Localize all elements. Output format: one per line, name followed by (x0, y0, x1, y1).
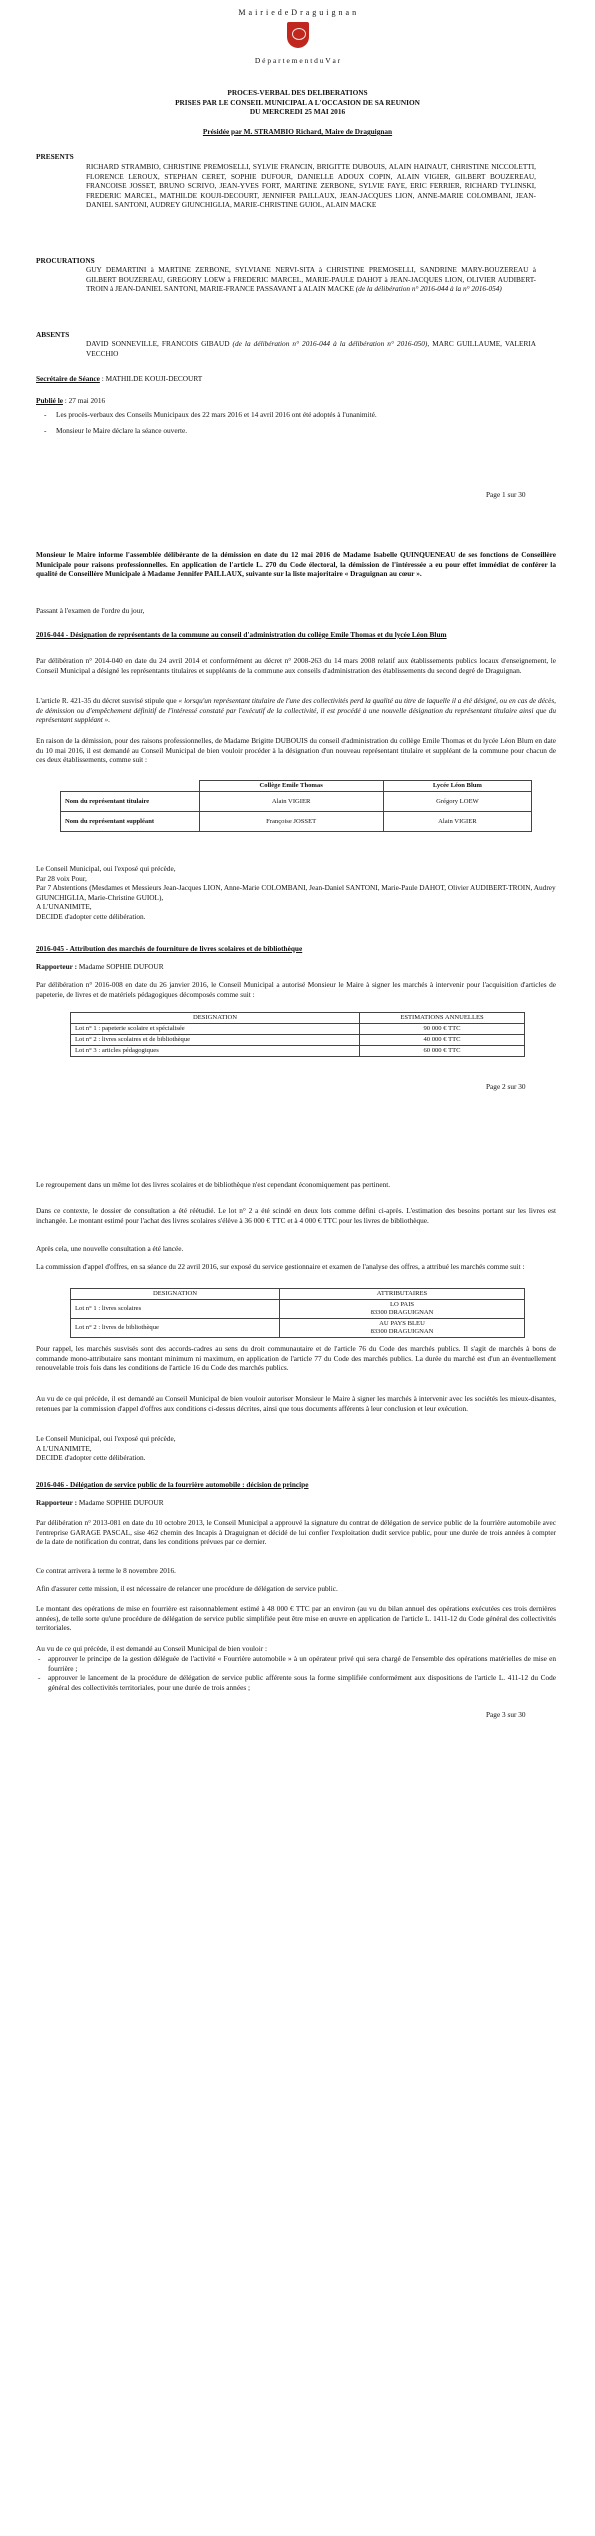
presents-label: PRESENTS (36, 152, 74, 161)
rapporteur-label: Rapporteur : (36, 1498, 78, 1507)
vote-line: Par 28 voix Pour, (36, 873, 87, 883)
demission-paragraph: Monsieur le Maire informe l'assemblée délibérante de la démission en date du 12 mai 2016 de Madame Isabelle QUINQUENEAU de ses fonctions de Conseillère Municipale pour raisons professionnelles. En application de l'article L. 270 du Code électoral, la démission de l'intéressée a eu pour effet immédiat de conférer la qualité de Conseillère Municipale à Madame Jennifer PAILLAUX, suivante sur la liste majoritaire « Draguignan au cœur ». (36, 550, 556, 579)
table-cell: 90 000 € TTC (360, 1024, 525, 1035)
d045-paragraph-7: Au vu de ce qui précède, il est demandé au Conseil Municipal de bien vouloir autoriser Monsieur le Maire à signer les marchés à intervenir avec les sociétés les mieux-disantes, retenues par la commission d'appel d'offres aux conditions ci-dessus décrites, ainsi que tous documents afférents à leur conclusion et leur exécution. (36, 1394, 556, 1413)
absents-label: ABSENTS (36, 330, 70, 339)
table-row (71, 1046, 525, 1057)
d046-list (36, 1654, 556, 1692)
d044-paragraph-2 (36, 696, 556, 725)
d044-quote: « lorsqu'un représentant titulaire de l'une des collectivités perd la qualité au titre de laquelle il a été désigné, ou en cas de décès, de démission ou d'empêchement définitif de l'intéressé constaté par l'exécutif de la collectivité, il est procédé à une nouvelle désignation du représentant titulaire ainsi que du représentant suppléant ». (36, 696, 556, 725)
d045-rapporteur (36, 962, 164, 972)
list-item: - approuver le lancement de la procédure de délégation de service public afférente sous la forme simplifiée conformément aux dispositions de l'article L. 411-12 du Code général des collectivités territoriales, pour une durée de trois années ; (36, 1673, 556, 1692)
d046-rapporteur (36, 1498, 164, 1508)
attributaire-name: AU PAYS BLEU (379, 1320, 425, 1327)
title-line-3: DU MERCREDI 25 MAI 2016 (249, 107, 346, 117)
vote-line: Le Conseil Municipal, oui l'exposé qui précède, (36, 864, 176, 873)
rapporteur-name: Madame SOPHIE DUFOUR (77, 1498, 164, 1507)
procurations-note: (de la délibération n° 2016-044 à la n° 2016-054) (355, 284, 502, 294)
table-cell: Nom du représentant suppléant (61, 812, 200, 832)
departement-header: D é p a r t e m e n t d u V a r (254, 56, 341, 65)
absents-text-b: MARC GUILLAUME, VALERIA VECCHIO (86, 339, 537, 358)
d045-paragraph-6: Pour rappel, les marchés susvisés sont des accords-cadres au sens du droit communautaire et de l'article 76 du Code des marchés publics. Il s'agit de marchés à bons de commande mono-attributaire sans montant minimum ni maximum, en application de l'article 77 du Code des marchés publics. La durée du marché est d'un an éventuellement renouvelable trois fois dans les conditions de l'article 16 du Code des marchés publics. (36, 1344, 556, 1373)
d045-paragraph-3: Dans ce contexte, le dossier de consultation a été réétudié. Le lot n° 2 a été scindé en deux lots comme défini ci-après. L'estimation des besoins portant sur les livres est inchangée. Le montant estimé pour l'achat des livres scolaires s'élève à 36 000 € TTC et à 4 000 € TTC pour les livres de bibliothèque. (36, 1206, 556, 1225)
deliberation-045-heading: 2016-045 - Attribution des marchés de fourniture de livres scolaires et de bibliothèque (36, 944, 303, 953)
vote-line: Le Conseil Municipal, oui l'exposé qui précède, (36, 1434, 176, 1443)
attributaire-city: 83300 DRAGUIGNAN (370, 1309, 434, 1316)
table-row (71, 1300, 525, 1319)
vote-line: DECIDE d'adopter cette délibération. (36, 1453, 146, 1463)
table-header: Lycée Léon Blum (383, 781, 531, 792)
mairie-header: M a i r i e d e D r a g u i g n a n (238, 8, 357, 17)
table-header: ATTRIBUTAIRES (280, 1289, 525, 1300)
table-header: DESIGNATION (71, 1289, 280, 1300)
secretaire-label: Secrétaire de Séance (36, 374, 100, 383)
absents-text-a: DAVID SONNEVILLE, FRANCOIS GIBAUD (86, 339, 230, 348)
intro-list (36, 410, 416, 441)
page-number: Page 1 sur 30 (486, 490, 526, 499)
vote-line: A L'UNANIMITE, (36, 902, 92, 912)
page-number: Page 3 sur 30 (486, 1710, 526, 1719)
table-cell (280, 1319, 525, 1338)
table-cell: Lot n° 2 : livres de bibliothèque (71, 1319, 280, 1338)
draguignan-crest-icon (287, 22, 309, 48)
publie-label: Publié le (36, 396, 63, 405)
d045-paragraph-1: Par délibération n° 2016-008 en date du 26 janvier 2016, le Conseil Municipal a autorisé Monsieur le Maire à signer les marchés à intervenir pour l'acquisition d'articles de papeterie, de livres et de matériels pédagogiques décomposés comme suit : (36, 980, 556, 999)
rapporteur-label: Rapporteur : (36, 962, 78, 971)
d045-paragraph-2: Le regroupement dans un même lot des livres scolaires et de bibliothèque n'est cependant économiquement pas pertinent. (36, 1180, 391, 1189)
d044-vote (36, 864, 556, 922)
table-cell: Lot n° 3 : articles pédagogiques (71, 1046, 360, 1057)
d046-paragraph-1: Par délibération n° 2013-081 en date du 10 octobre 2013, le Conseil Municipal a approuvé la signature du contrat de délégation de service public de la fourrière automobile avec l'entreprise GARAGE PASCAL, sise 462 chemin des Incapis à Draguignan et décidé de lui confier l'exploitation dudit service public, pour une durée de trois années à compter de la date de notification du contrat, dans les conditions prévues par ce dernier. (36, 1518, 556, 1547)
absents-note: (de la délibération n° 2016-044 à la délibération n° 2016-050), (232, 339, 430, 348)
secretaire-value: : MATHILDE KOUJI-DECOURT (99, 374, 203, 383)
table-cell: Françoise JOSSET (199, 812, 383, 832)
table-header: ESTIMATIONS ANNUELLES (360, 1013, 525, 1024)
presidence: Présidée par M. STRAMBIO Richard, Maire de Draguignan (202, 127, 393, 136)
d044-paragraph-3: En raison de la démission, pour des raisons professionnelles, de Madame Brigitte DUBOUIS du conseil d'administration du collège Emile Thomas et du lycée Léon Blum en date du 10 mai 2016, il est demandé au Conseil Municipal de bien vouloir procéder à la désignation d'un nouveau représentant titulaire et suppléant de la commune pour chacun de ces deux établissements, comme suit : (36, 736, 556, 765)
d044-paragraph-1: Par délibération n° 2014-040 en date du 24 avril 2014 et conformément au décret n° 2008-263 du 14 mars 2008 relatif aux établissements publics locaux d'enseignement, le Conseil Municipal a désigné les représentants titulaires et suppléants de la commune aux conseils d'administration des établissements du second degré de Draguignan. (36, 656, 556, 675)
representants-table (60, 780, 532, 832)
attributaire-name: LO PAIS (389, 1301, 415, 1308)
vote-line: DECIDE d'adopter cette délibération. (36, 911, 146, 921)
page-number: Page 2 sur 30 (486, 1082, 526, 1091)
d046-paragraph-3: Afin d'assurer cette mission, il est nécessaire de relancer une procédure de délégation de service public. (36, 1584, 338, 1593)
d045-paragraph-4: Après cela, une nouvelle consultation a été lancée. (36, 1244, 184, 1253)
table-row (71, 1024, 525, 1035)
list-item: - Monsieur le Maire déclare la séance ouverte. (36, 426, 416, 436)
list-item: - approuver le principe de la gestion déléguée de l'activité « Fourrière automobile » à un opérateur privé qui sera chargé de l'ensemble des opérations matérielles de mise en fourrière ; (36, 1654, 556, 1673)
title-line-1: PROCES-VERBAL DES DELIBERATIONS (227, 88, 368, 97)
document-title (60, 88, 535, 117)
procurations-list (86, 265, 536, 294)
vote-line: Par 7 Abstentions (Mesdames et Messieurs Jean-Jacques LION, Anne-Marie COLOMBANI, Jean-Daniel SANTONI, Marie-Paule DAHOT, Olivier AUDIBERT-TROIN, Audrey GIUNCHIGLIA, Marie-Christine GUIOL), (36, 883, 556, 902)
table-header: DESIGNATION (71, 1013, 360, 1024)
vote-line: A L'UNANIMITE, (36, 1443, 92, 1453)
table-cell: Lot n° 1 : papeterie scolaire et spécialisée (71, 1024, 360, 1035)
passant-text: Passant à l'examen de l'ordre du jour, (36, 606, 145, 615)
table-header: Collège Emile Thomas (199, 781, 383, 792)
table-cell (280, 1300, 525, 1319)
d046-paragraph-4: Le montant des opérations de mise en fourrière est raisonnablement estimé à 48 000 € TTC par an environ (au vu du bilan annuel des opérations exécutées ces trois dernières années), de telle sorte qu'une procédure de délégation de service public simplifiée peut être mise en œuvre en application de l'article L. 1411-12 du Code général des collectivités territoriales. (36, 1604, 556, 1633)
table-cell: 60 000 € TTC (360, 1046, 525, 1057)
lots-table (70, 1012, 525, 1057)
table-cell: Alain VIGIER (383, 812, 531, 832)
table-cell: 40 000 € TTC (360, 1035, 525, 1046)
d046-paragraph-5: Au vu de ce qui précède, il est demandé au Conseil Municipal de bien vouloir : (36, 1644, 268, 1653)
table-cell: Alain VIGIER (199, 792, 383, 812)
title-line-2: PRISES PAR LE CONSEIL MUNICIPAL A L'OCCASION DE SA REUNION (175, 97, 420, 107)
table-cell: Nom du représentant titulaire (61, 792, 200, 812)
attributaire-city: 83300 DRAGUIGNAN (370, 1328, 434, 1335)
d044-paragraph-2a: L'article R. 421-35 du décret susvisé stipule que (36, 696, 179, 705)
procurations-label: PROCURATIONS (36, 256, 95, 265)
presents-list: RICHARD STRAMBIO, CHRISTINE PREMOSELLI, SYLVIE FRANCIN, BRIGITTE DUBOUIS, ALAIN HAINAUT, CHRISTINE NICCOLETTI, FLORENCE LEROUX, STEPHAN CERET, SOPHIE DUFOUR, DANIELLE ADOUX COPIN, ALAIN VIGIER, GILBERT BOUZEREAU, FRANCOISE JOSSET, BRUNO SCRIVO, JEAN-YVES FORT, MARTINE ZERBONE, SYLVIE FAYE, ERIC FERRIER, RICHARD TYLINSKI, FREDERIC MARCEL, MATHILDE KOUJI-DECOURT, JENNIFER PAILLAUX, JEAN-JACQUES LION, ANNE-MARIE COLOMBANI, JEAN-DANIEL SANTONI, AUDREY GIUNCHIGLIA, MARIE-CHRISTINE GUIOL, ALAIN MACKE (86, 162, 536, 210)
attributaires-table (70, 1288, 525, 1338)
d045-vote (36, 1434, 556, 1463)
deliberation-046-heading: 2016-046 - Délégation de service public de la fourrière automobile : décision de principe (36, 1480, 309, 1489)
table-row (71, 1319, 525, 1338)
d045-paragraph-5: La commission d'appel d'offres, en sa séance du 22 avril 2016, sur exposé du service gestionnaire et examen de l'analyse des offres, a attribué les marchés comme suit : (36, 1262, 525, 1271)
secretaire-line (36, 374, 202, 384)
table-cell: Lot n° 2 : livres scolaires et de bibliothèque (71, 1035, 360, 1046)
table-row (71, 1035, 525, 1046)
deliberation-044-heading: 2016-044 - Désignation de représentants de la commune au conseil d'administration du collège Emile Thomas et du lycée Léon Blum (36, 630, 447, 639)
publie-value: : 27 mai 2016 (62, 396, 106, 405)
absents-list (86, 339, 536, 358)
d046-paragraph-2: Ce contrat arrivera à terme le 8 novembre 2016. (36, 1566, 176, 1575)
table-cell: Lot n° 1 : livres scolaires (71, 1300, 280, 1319)
table-cell: Grégory LOEW (383, 792, 531, 812)
procurations-text: GUY DEMARTINI à MARTINE ZERBONE, SYLVIANE NERVI-SITA à CHRISTINE PREMOSELLI, SANDRINE MARY-BOUZEREAU à GILBERT BOUZEREAU, GREGORY LOEW à FREDERIC MARCEL, MARIE-PAULE DAHOT à JEAN-JACQUES LION, OLIVIER AUDIBERT-TROIN à JEAN-DANIEL SANTONI, MARIE-FRANCE PASSAVANT à ALAIN MACKE (86, 265, 536, 294)
rapporteur-name: Madame SOPHIE DUFOUR (77, 962, 164, 971)
list-item: - Les procès-verbaux des Conseils Municipaux des 22 mars 2016 et 14 avril 2016 ont été adoptés à l'unanimité. (36, 410, 416, 420)
publie-line (36, 396, 105, 406)
